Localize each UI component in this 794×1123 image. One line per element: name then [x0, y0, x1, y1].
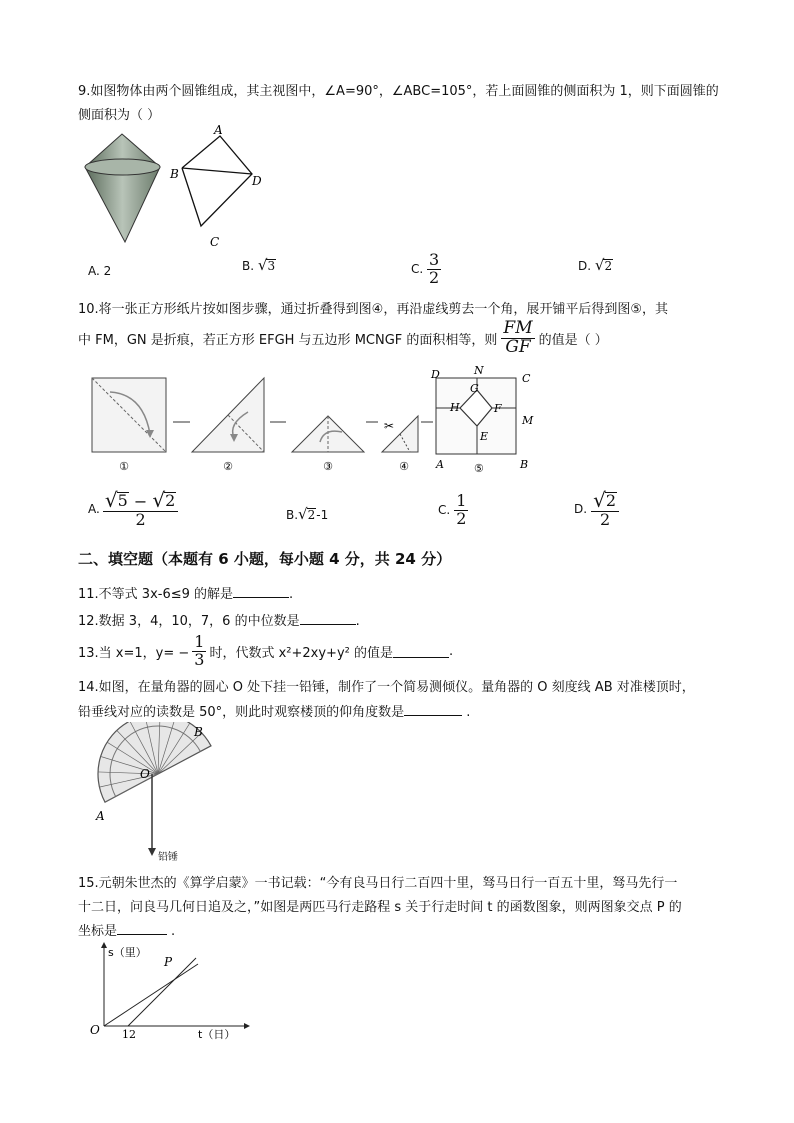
- q12: 12.数据 3，4，10，7，6 的中位数是 .: [78, 614, 360, 629]
- option-d-prefix: D.: [578, 259, 592, 273]
- fig5-D: D: [431, 368, 440, 381]
- q13-answer-blank[interactable]: [393, 645, 449, 658]
- label-D: D: [252, 174, 262, 188]
- section2-heading: 二、填空题（本题有 6 小题，每小题 4 分，共 24 分）: [78, 550, 452, 568]
- q9-option-d[interactable]: [578, 258, 613, 273]
- frac-1-2: $\frac{1}{2}$: [456, 491, 467, 528]
- fig5-G: G: [470, 382, 479, 395]
- frac-1-3: $\frac{1}{3}$: [194, 632, 205, 669]
- q13: 13.当 x=1，y= − $\frac{1}{3}$ 时，代数式 x²+2xy+y² 的值是 .: [78, 632, 454, 669]
- q9-option-c[interactable]: [411, 252, 441, 287]
- tick-12: 12: [122, 1028, 136, 1041]
- label-B: B: [170, 167, 179, 181]
- q10-folding-figure: [88, 364, 548, 474]
- q9-stem-line2: 侧面积为（ ）: [78, 108, 161, 123]
- scissors-icon: ✂: [384, 419, 395, 433]
- q10-option-c[interactable]: [438, 493, 468, 528]
- q9-option-b[interactable]: [242, 258, 276, 273]
- q10-b-suffix: -1: [316, 508, 329, 522]
- line-good-horse: [128, 958, 196, 1026]
- y-axis-label: s（里）: [108, 946, 147, 959]
- q10-option-a[interactable]: [88, 490, 178, 529]
- q10-option-b[interactable]: [286, 507, 328, 522]
- label-B-protractor: B: [194, 725, 203, 739]
- sqrt-2: √ 2: [594, 256, 613, 274]
- q15-answer-blank[interactable]: [117, 922, 167, 935]
- label-A-protractor: A: [96, 809, 105, 823]
- x-axis-label: t（日）: [198, 1028, 236, 1041]
- q10-stem-line1: 10.将一张正方形纸片按如图步骤，通过折叠得到图④，再沿虚线剪去一个角，展开铺平后得到图⑤，其: [78, 302, 668, 317]
- solid-double-cone: [85, 134, 160, 242]
- frac-sqrt5-minus-sqrt2-over-2: √ 5 − √ 2 2: [103, 490, 178, 529]
- step-label-5: ⑤: [474, 462, 484, 474]
- fig5-F: F: [494, 402, 502, 415]
- line-slow-horse: [104, 964, 198, 1026]
- front-view-shape: [182, 136, 252, 226]
- q14-answer-blank[interactable]: [404, 703, 462, 716]
- plumb-bob: [148, 848, 156, 856]
- q14-stem-line2: 铅垂线对应的读数是 50°，则此时观察楼顶的仰角度数是 .: [78, 705, 471, 720]
- q10-stem-line2: [78, 320, 608, 357]
- q9-stem-line1: 9.如图物体由两个圆锥组成，其主视图中，∠A=90°，∠ABC=105°，若上面圆锥的侧面积为 1，则下面圆锥的: [78, 84, 719, 99]
- q10-option-d[interactable]: [574, 490, 619, 529]
- q9-cone-figure: [80, 122, 270, 250]
- fig5-C: C: [522, 372, 531, 385]
- q10-c-prefix: C.: [438, 503, 451, 518]
- q13-post: 时，代数式 x²+2xy+y² 的值是: [209, 645, 393, 661]
- option-b-prefix: B.: [242, 259, 255, 273]
- plumb-label: 铅锤: [158, 852, 178, 863]
- origin-label: O: [90, 1023, 100, 1037]
- label-C: C: [210, 235, 220, 249]
- q9-option-a[interactable]: A. 2: [88, 264, 112, 278]
- fig5-M: M: [522, 414, 534, 427]
- q10-a-prefix: A.: [88, 502, 100, 517]
- label-O: O: [140, 767, 150, 781]
- q14-protractor-figure: [92, 722, 242, 867]
- q15-stem-line1: 15.元朝朱世杰的《算学启蒙》一书记载：“今有良马日行二百四十里，驽马日行一百五十里，驽马先行一: [78, 876, 678, 891]
- q14-stem-line1: 14.如图，在量角器的圆心 O 处下挂一铅锤，制作了一个简易测倾仪。量角器的 O 刻度线 AB 对准楼顶时，: [78, 680, 695, 695]
- sqrt-2-b: √ 2: [298, 505, 316, 523]
- label-A: A: [214, 123, 223, 137]
- q13-pre: 13.当 x=1，y= −: [78, 645, 190, 661]
- frac-3-2: $\frac{3}{2}$: [429, 250, 440, 287]
- q10-line2-pre: 中 FM，GN 是折痕，若正方形 EFGH 与五边形 MCNGF 的面积相等，则: [78, 332, 498, 348]
- fig5-A: A: [436, 458, 444, 471]
- point-P: P: [164, 955, 173, 969]
- q15-stem-line2: 十二日，问良马几何日追及之，”如图是两匹马行走路程 s 关于行走时间 t 的函数图象，则两图象交点 P 的: [78, 900, 682, 915]
- step-label-2: ②: [223, 460, 233, 473]
- option-c-prefix: C.: [411, 261, 424, 276]
- q10-d-prefix: D.: [574, 502, 588, 517]
- step-label-1: ①: [119, 460, 129, 473]
- fig5-E: E: [480, 430, 489, 443]
- q12-answer-blank[interactable]: [300, 612, 356, 625]
- step-label-3: ③: [323, 460, 333, 473]
- q11-answer-blank[interactable]: [233, 585, 289, 598]
- sqrt-3: √ 3: [257, 256, 276, 274]
- frac-sqrt2-over-2: √ 2 2: [591, 490, 619, 529]
- q15-graph: [84, 940, 254, 1044]
- fig5-N: N: [474, 364, 484, 377]
- fig5-B: B: [520, 458, 529, 471]
- step-label-4: ④: [399, 460, 409, 473]
- q10-b-prefix: B.: [286, 508, 299, 522]
- q10-line2-post: 的值是（ ）: [538, 332, 608, 348]
- q11: 11.不等式 3x-6≤9 的解是 .: [78, 587, 294, 602]
- q15-stem-line3: 坐标是 .: [78, 924, 176, 939]
- fig5-H: H: [450, 401, 460, 414]
- frac-FM-GF: $\frac{FM}{GF}$: [503, 318, 533, 357]
